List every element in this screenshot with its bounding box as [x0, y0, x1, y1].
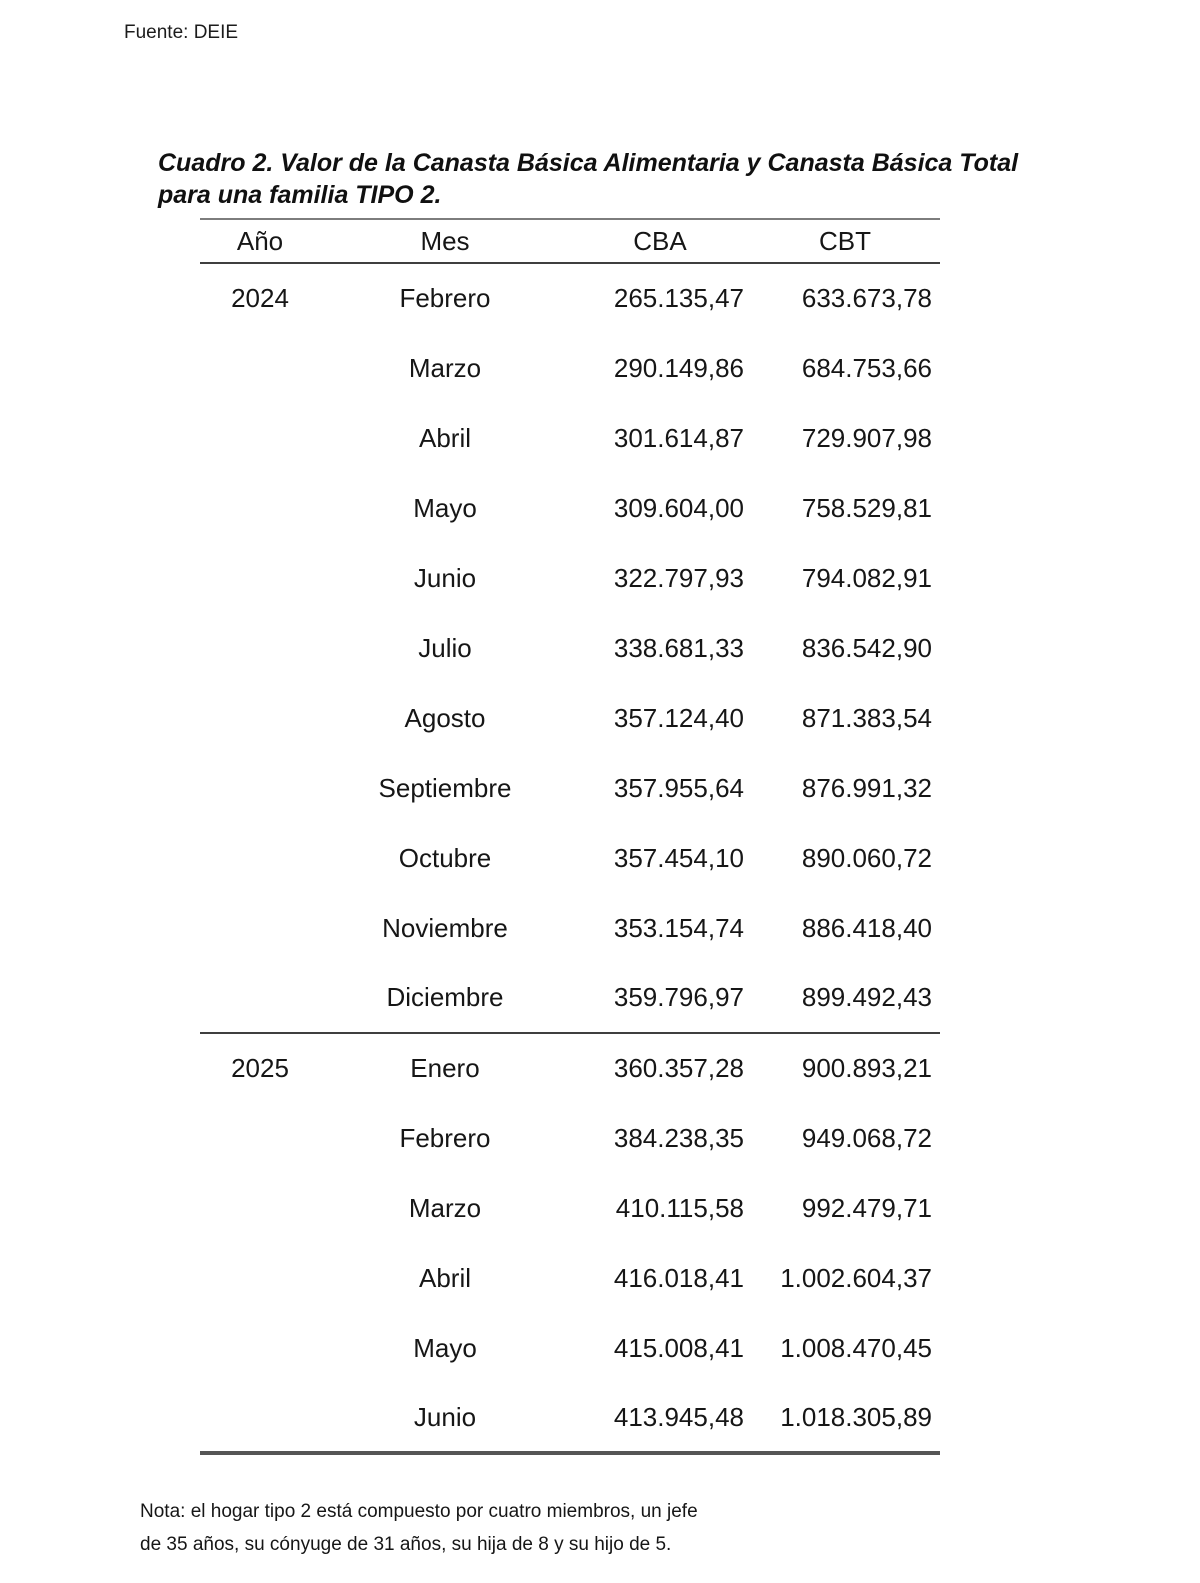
cell-month: Agosto: [404, 702, 486, 733]
source-label: Fuente: DEIE: [124, 22, 239, 43]
cell-cbt: 890.060,72: [801, 842, 932, 873]
cell-cba: 290.149,86: [613, 352, 744, 383]
cell-cba: 309.604,00: [613, 492, 744, 523]
cell-month: Abril: [418, 422, 471, 453]
cell-year: [200, 403, 320, 473]
cell-month: Mayo: [413, 492, 477, 523]
cell-cbt: 1.002.604,37: [780, 1262, 932, 1293]
cell-year: [200, 333, 320, 403]
cell-cba: 384.238,35: [613, 1122, 744, 1153]
table-title-line2: para una familia TIPO 2.: [158, 180, 442, 209]
cell-cbt: 836.542,90: [801, 632, 932, 663]
canasta-table: [200, 218, 940, 1455]
cell-cba: 338.681,33: [613, 632, 744, 663]
cell-month: Mayo: [413, 1332, 477, 1363]
cell-cba: 413.945,48: [570, 1383, 750, 1453]
cell-year: [200, 1173, 320, 1243]
cell-cbt: 949.068,72: [801, 1122, 932, 1153]
cell-cbt: 684.753,66: [801, 352, 932, 383]
header-month: Mes: [320, 219, 570, 263]
header-row: [200, 219, 940, 263]
cell-cbt: 992.479,71: [801, 1192, 932, 1223]
cell-cba: 357.955,64: [613, 772, 744, 803]
table-row: [200, 823, 940, 893]
table-note-line2: de 35 años, su cónyuge de 31 años, su hija de 8 y su hijo de 5.: [140, 1533, 672, 1555]
cell-month: Enero: [320, 1033, 570, 1103]
cell-month: Octubre: [398, 842, 492, 873]
cell-cbt: 886.418,40: [801, 912, 932, 943]
cell-year: [200, 1103, 320, 1173]
table-body: [200, 263, 940, 1453]
cell-month: Julio: [418, 632, 472, 663]
cell-month: Noviembre: [382, 912, 508, 943]
cell-cba: 301.614,87: [613, 422, 744, 453]
cell-cba: 265.135,47: [613, 283, 744, 313]
cell-cba: 357.124,40: [613, 702, 744, 733]
table-row: [200, 1103, 940, 1173]
table-row: [200, 613, 940, 683]
cell-cbt: 1.008.470,45: [780, 1332, 932, 1363]
cell-year: [200, 893, 320, 963]
table-note-line1: Nota: el hogar tipo 2 está compuesto por cuatro miembros, un jefe: [140, 1501, 698, 1522]
table-header: [200, 219, 940, 263]
cell-year: [200, 473, 320, 543]
cell-cba: 416.018,41: [613, 1262, 744, 1293]
cell-cbt: 900.893,21: [750, 1033, 940, 1103]
cell-cba: 415.008,41: [613, 1332, 744, 1363]
cell-month: Febrero: [399, 1122, 491, 1153]
cell-year: [200, 613, 320, 683]
table-row: [200, 1033, 940, 1103]
cell-month: Abril: [418, 1262, 471, 1293]
cell-cba: 360.357,28: [570, 1033, 750, 1103]
cell-year: [200, 1383, 320, 1453]
table-title-line1: Cuadro 2. Valor de la Canasta Básica Alimentaria y Canasta Básica Total: [158, 149, 1019, 177]
cell-month: Marzo: [408, 1192, 482, 1223]
cell-month: Junio: [320, 1383, 570, 1453]
table-row: [200, 473, 940, 543]
header-cbt: CBT: [750, 219, 940, 263]
cell-year: [200, 963, 320, 1033]
cell-year: [200, 1313, 320, 1383]
cell-month: Febrero: [399, 283, 491, 313]
table-row: [200, 893, 940, 963]
cell-cbt: 899.492,43: [801, 982, 932, 1012]
cell-month: Marzo: [408, 352, 482, 383]
cell-year: [200, 753, 320, 823]
table-row: [200, 403, 940, 473]
cell-year: [200, 543, 320, 613]
table-row: [200, 263, 940, 333]
cell-cbt: 758.529,81: [801, 492, 932, 523]
table-row: [200, 963, 940, 1033]
cell-cba: 359.796,97: [613, 982, 744, 1012]
cell-cbt: 729.907,98: [801, 422, 932, 453]
table-row: [200, 683, 940, 753]
cell-cbt: 1.018.305,89: [750, 1383, 940, 1453]
table-row: [200, 333, 940, 403]
header-cba: CBA: [570, 219, 750, 263]
table-row: [200, 1313, 940, 1383]
cell-year: 2025: [200, 1033, 320, 1103]
cell-year: 2024: [231, 283, 289, 313]
cell-year: [200, 823, 320, 893]
header-year: Año: [200, 219, 320, 263]
table-row: [200, 1173, 940, 1243]
cell-cba: 357.454,10: [613, 842, 744, 873]
cell-month: Junio: [413, 562, 477, 593]
cell-cba: 353.154,74: [613, 912, 744, 943]
cell-year: [200, 1243, 320, 1313]
table-title: [158, 148, 1138, 211]
cell-cbt: 876.991,32: [801, 772, 932, 803]
cell-year: [200, 683, 320, 753]
table-row: [200, 753, 940, 823]
cell-cba: 410.115,58: [615, 1192, 744, 1223]
table-row: [200, 1243, 940, 1313]
cell-month: Diciembre: [386, 982, 504, 1012]
cell-month: Septiembre: [378, 772, 512, 803]
cell-cbt: 794.082,91: [801, 562, 932, 593]
table-row: [200, 1383, 940, 1453]
table-row: [200, 543, 940, 613]
table-note: [140, 1496, 698, 1561]
cell-cbt: 871.383,54: [801, 702, 932, 733]
cell-cbt: 633.673,78: [801, 283, 932, 313]
cell-cba: 322.797,93: [613, 562, 744, 593]
